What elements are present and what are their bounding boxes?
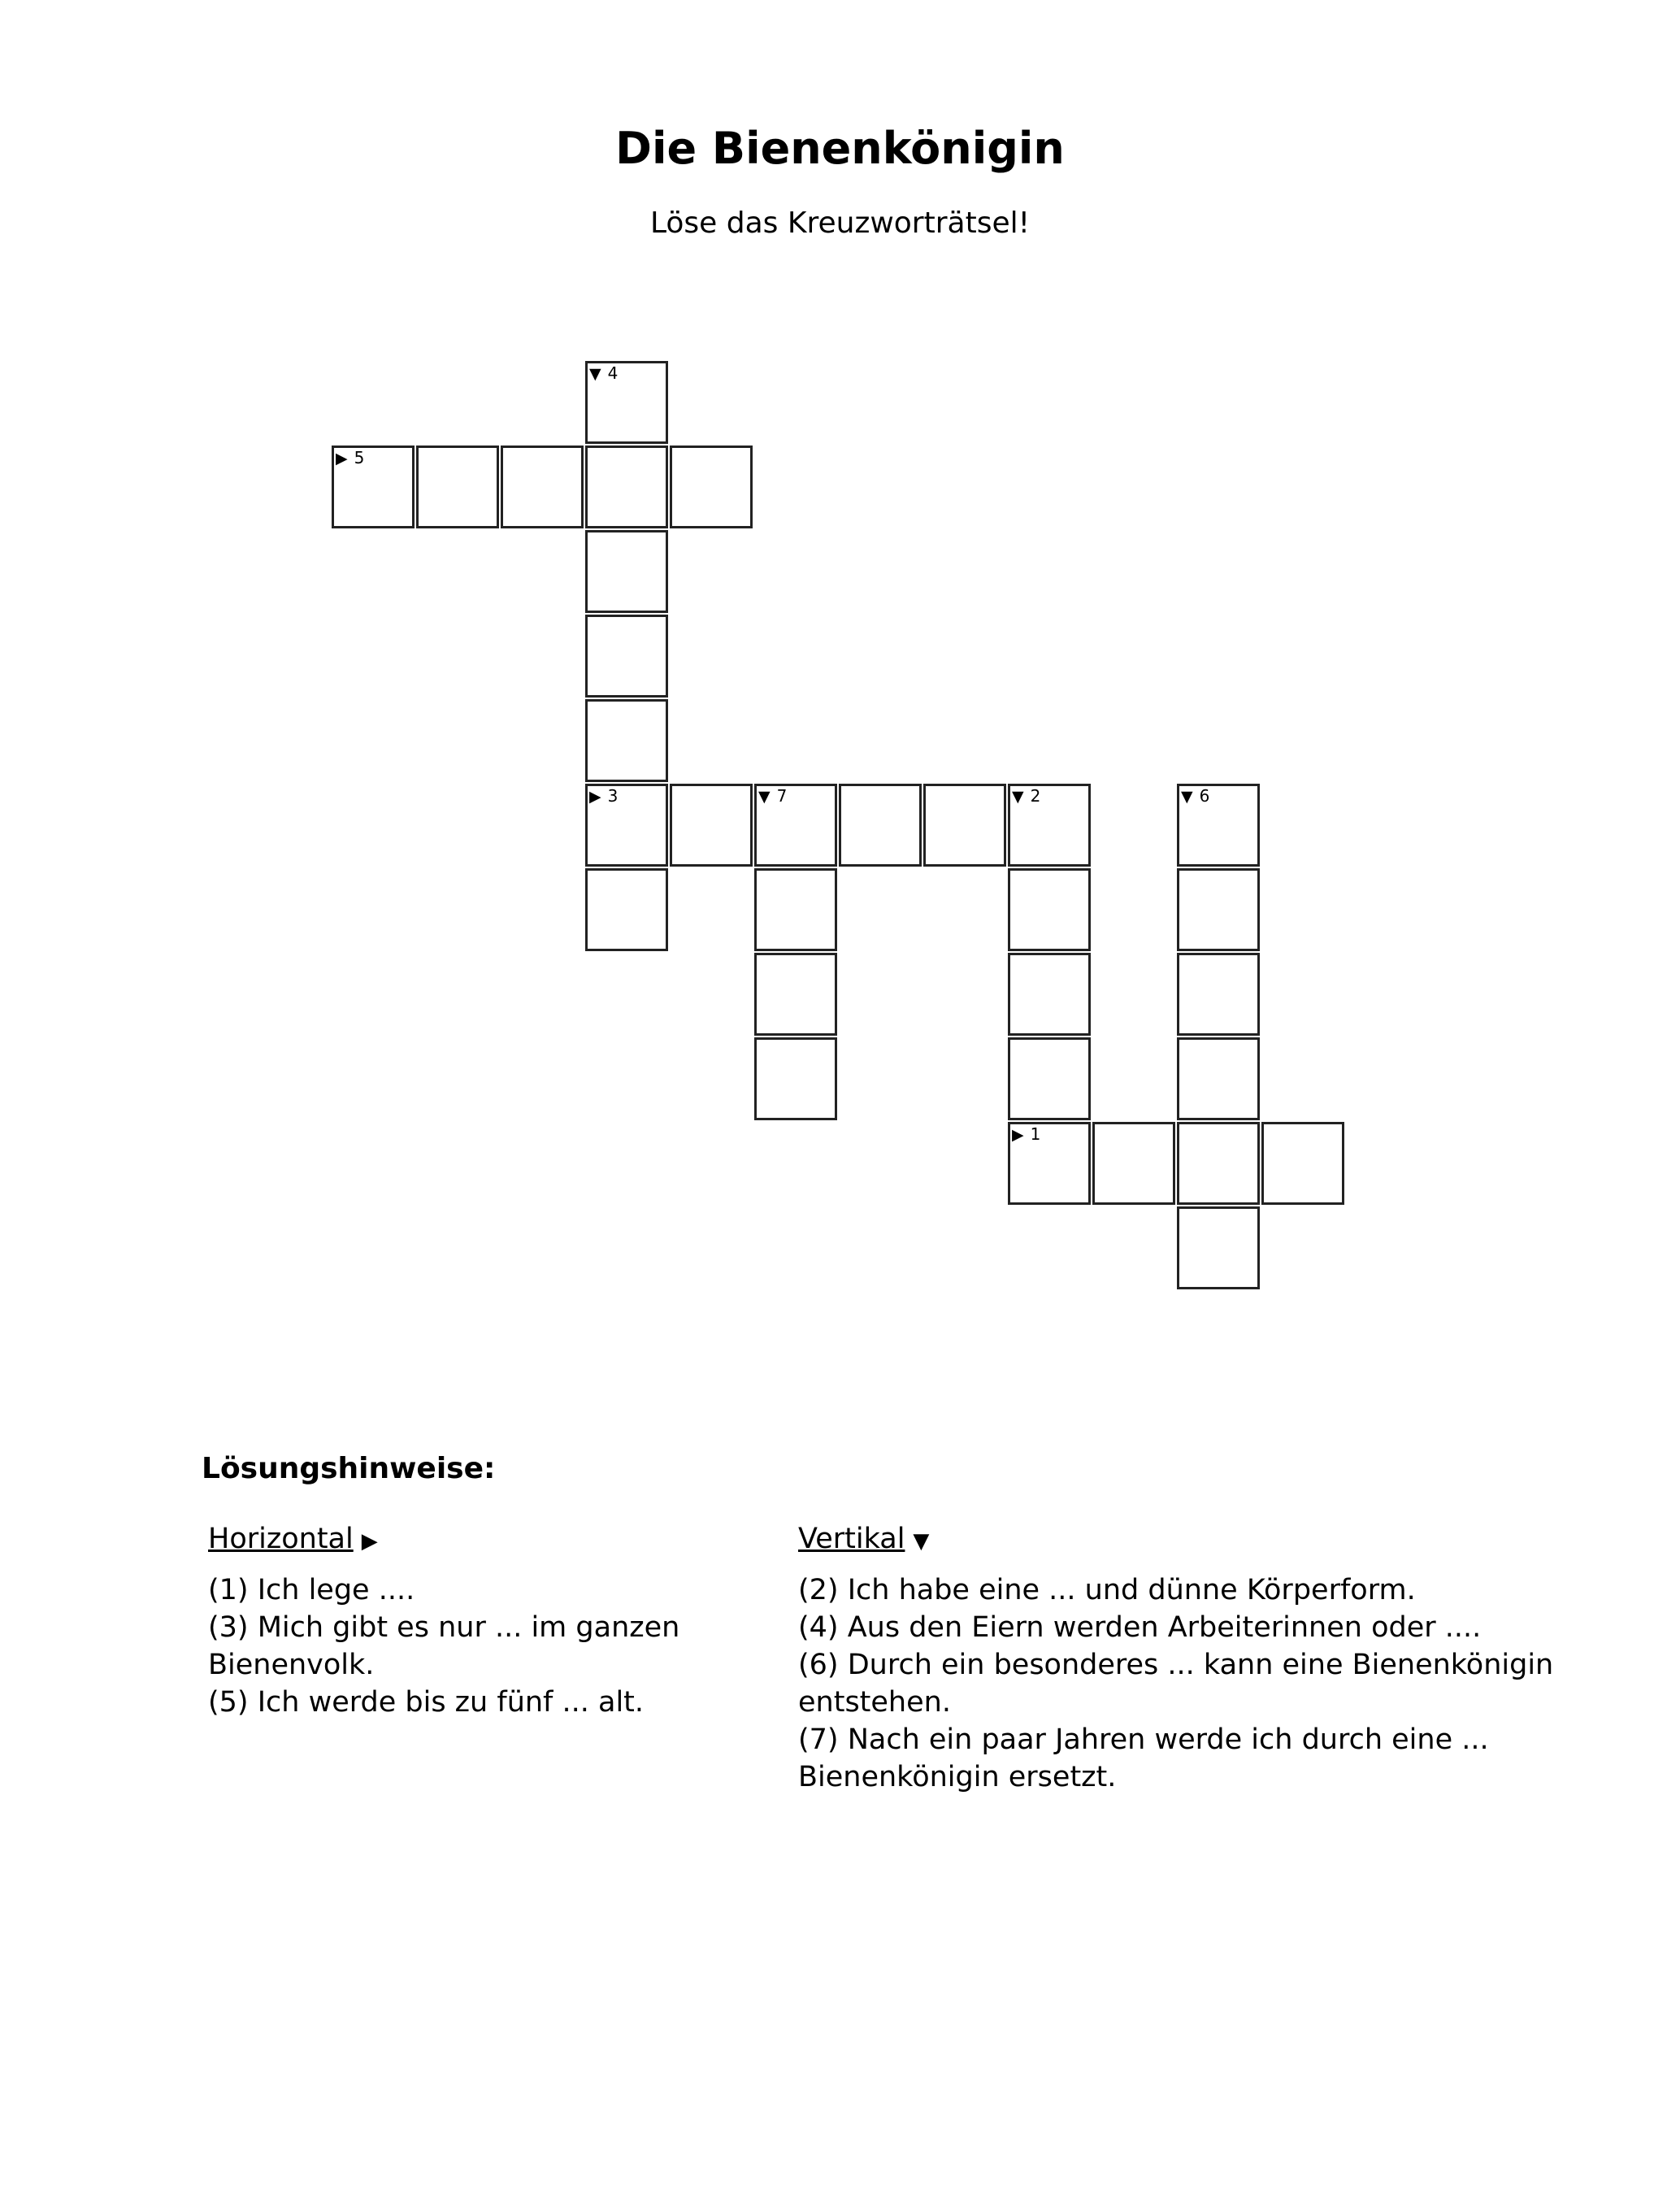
clue-vertical-4: (4) Aus den Eiern werden Arbeiterinnen oder .... <box>798 1611 1482 1644</box>
crossword-cell[interactable] <box>1177 1122 1260 1205</box>
clue-number <box>589 786 618 806</box>
clue-number <box>1181 786 1209 806</box>
clue-number <box>758 786 787 806</box>
crossword-cell[interactable] <box>1008 784 1091 867</box>
clue-number <box>1012 786 1040 806</box>
crossword-cell[interactable] <box>1177 1037 1260 1120</box>
crossword-cell[interactable] <box>416 446 499 528</box>
right-arrow-icon: ▶ <box>1012 1126 1024 1144</box>
crossword-cell[interactable] <box>501 446 584 528</box>
crossword-cell[interactable] <box>923 784 1006 867</box>
clue-vertical-2: (2) Ich habe eine ... und dünne Körperform. <box>798 1574 1416 1606</box>
crossword-cell[interactable] <box>585 446 668 528</box>
down-arrow-icon: ▼ <box>589 365 601 383</box>
crossword-cell[interactable] <box>754 953 837 1036</box>
crossword-cell[interactable] <box>1177 953 1260 1036</box>
clue-number-label: 2 <box>1030 786 1041 806</box>
hints-heading: Lösungshinweise: <box>202 1452 496 1485</box>
clue-number <box>1012 1124 1040 1145</box>
page-title: Die Bienenkönigin <box>615 123 1065 174</box>
right-arrow-icon: ▶ <box>361 1529 378 1554</box>
clue-number <box>336 448 364 468</box>
down-arrow-icon: ▼ <box>913 1529 930 1554</box>
crossword-cell[interactable] <box>1177 1206 1260 1289</box>
down-arrow-icon: ▼ <box>1181 788 1193 806</box>
horizontal-title: Horizontal <box>208 1523 354 1555</box>
crossword-cell[interactable] <box>585 361 668 444</box>
crossword-cell[interactable] <box>1177 784 1260 867</box>
clue-vertical-6: (6) Durch ein besonderes ... kann eine Bienenkönigin entstehen. <box>798 1649 1554 1719</box>
crossword-cell[interactable] <box>332 446 415 528</box>
crossword-cell[interactable] <box>585 530 668 613</box>
clue-horizontal-3: (3) Mich gibt es nur ... im ganzen Bienenvolk. <box>208 1611 680 1681</box>
down-arrow-icon: ▼ <box>1012 788 1024 806</box>
clue-number-label: 6 <box>1199 786 1210 806</box>
clue-number-label: 4 <box>607 363 619 383</box>
right-arrow-icon: ▶ <box>589 788 601 806</box>
crossword-cell[interactable] <box>1092 1122 1175 1205</box>
crossword-cell[interactable] <box>585 868 668 951</box>
crossword-cell[interactable] <box>1177 868 1260 951</box>
horizontal-heading <box>208 1520 712 1560</box>
crossword-cell[interactable] <box>1008 1122 1091 1205</box>
crossword-cell[interactable] <box>670 784 753 867</box>
clue-horizontal-5: (5) Ich werde bis zu fünf ... alt. <box>208 1686 645 1719</box>
crossword-cell[interactable] <box>754 868 837 951</box>
clue-number-label: 1 <box>1030 1124 1041 1144</box>
clue-vertical-7: (7) Nach ein paar Jahren werde ich durch eine ... Bienenkönigin ersetzt. <box>798 1723 1489 1793</box>
crossword-cell[interactable] <box>585 784 668 867</box>
vertical-title: Vertikal <box>798 1523 905 1555</box>
page-subtitle: Löse das Kreuzworträtsel! <box>649 206 1031 240</box>
crossword-cell[interactable] <box>1008 1037 1091 1120</box>
crossword-cell[interactable] <box>585 699 668 782</box>
crossword-cell[interactable] <box>1008 953 1091 1036</box>
crossword-cell[interactable] <box>670 446 753 528</box>
crossword-cell[interactable] <box>754 784 837 867</box>
vertical-clues <box>798 1520 1570 1796</box>
crossword-cell[interactable] <box>585 615 668 698</box>
crossword-cell[interactable] <box>754 1037 837 1120</box>
clue-number-label: 3 <box>607 786 619 806</box>
clue-number-label: 7 <box>776 786 788 806</box>
crossword-cell[interactable] <box>839 784 922 867</box>
clue-number <box>589 363 618 384</box>
horizontal-clues <box>208 1520 712 1721</box>
clue-horizontal-1: (1) Ich lege .... <box>208 1574 415 1606</box>
right-arrow-icon: ▶ <box>336 450 348 467</box>
crossword-cell[interactable] <box>1008 868 1091 951</box>
crossword-cell[interactable] <box>1261 1122 1344 1205</box>
down-arrow-icon: ▼ <box>758 788 771 806</box>
vertical-heading <box>798 1520 1570 1560</box>
clue-number-label: 5 <box>354 448 365 467</box>
